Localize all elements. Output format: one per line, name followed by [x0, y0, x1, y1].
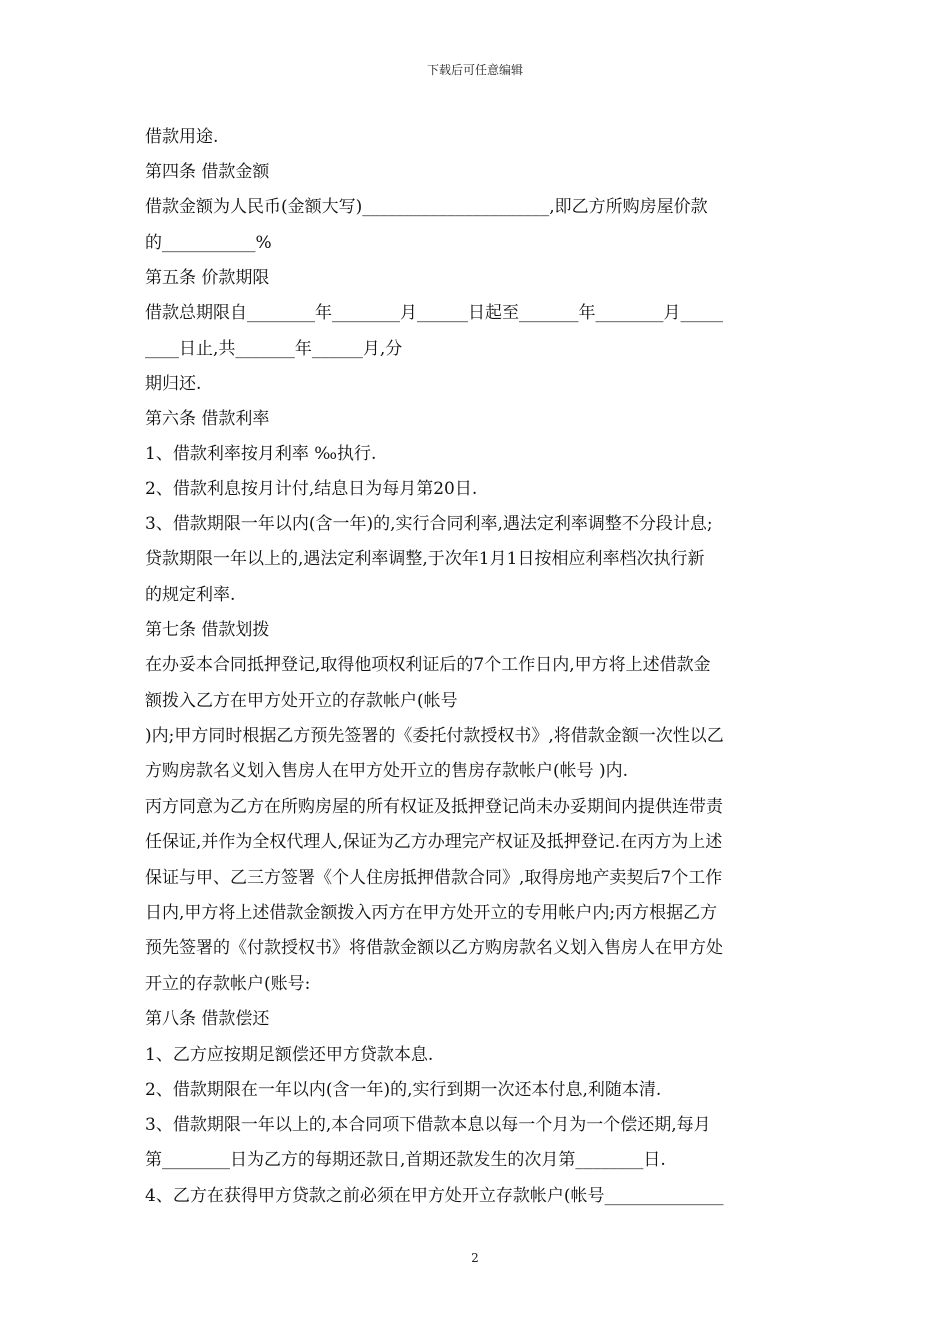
text-line: 第四条 借款金额 — [145, 162, 270, 182]
text-line: 借款总期限自________年________月______日起至_______年________月_____ — [145, 303, 723, 323]
text-line: 2、借款利息按月计付,结息日为每月第20日. — [145, 479, 478, 499]
text-line: 借款金额为人民币(金额大写)______________________,即乙方所购房屋价款 — [145, 197, 708, 217]
text-line: 1、乙方应按期足额偿还甲方贷款本息. — [145, 1045, 434, 1065]
text-line: 3、借款期限一年以内(含一年)的,实行合同利率,遇法定利率调整不分段计息; — [145, 514, 713, 534]
text-line: 保证与甲、乙三方签署《个人住房抵押借款合同》,取得房地产卖契后7个工作 — [145, 868, 723, 888]
text-line: 第________日为乙方的每期还款日,首期还款发生的次月第________日. — [145, 1150, 666, 1170]
text-line: 3、借款期限一年以上的,本合同项下借款本息以每一个月为一个偿还期,每月 — [145, 1115, 711, 1135]
text-line: 2、借款期限在一年以内(含一年)的,实行到期一次还本付息,利随本清. — [145, 1080, 662, 1100]
text-line: 第六条 借款利率 — [145, 409, 270, 429]
text-line: 额拨入乙方在甲方处开立的存款帐户(帐号 — [145, 691, 458, 711]
text-line: 期归还. — [145, 374, 202, 394]
text-line: ____日止,共_______年______月,分 — [145, 339, 403, 359]
text-line: 日内,甲方将上述借款金额拨入丙方在甲方处开立的专用帐户内;丙方根据乙方 — [145, 903, 718, 923]
text-line: 第五条 价款期限 — [145, 268, 270, 288]
text-line: )内;甲方同时根据乙方预先签署的《委托付款授权书》,将借款金额一次性以乙 — [145, 726, 724, 746]
text-line: 的___________% — [145, 233, 272, 253]
text-line: 预先签署的《付款授权书》将借款金额以乙方购房款名义划入售房人在甲方处 — [145, 938, 723, 958]
text-line: 借款用途. — [145, 127, 219, 147]
text-line: 第七条 借款划拨 — [145, 620, 270, 640]
text-line: 在办妥本合同抵押登记,取得他项权利证后的7个工作日内,甲方将上述借款金 — [145, 655, 711, 675]
text-line: 开立的存款帐户(账号: — [145, 974, 311, 994]
text-line: 1、借款利率按月利率 ‰执行. — [145, 444, 377, 464]
text-line: 的规定利率. — [145, 585, 236, 605]
page-number: 2 — [471, 1251, 479, 1265]
text-line: 4、乙方在获得甲方贷款之前必须在甲方处开立存款帐户(帐号______________ — [145, 1186, 724, 1206]
text-line: 第八条 借款偿还 — [145, 1009, 270, 1029]
text-line: 方购房款名义划入售房人在甲方处开立的售房存款帐户(帐号 )内. — [145, 761, 629, 781]
text-line: 丙方同意为乙方在所购房屋的所有权证及抵押登记尚未办妥期间内提供连带责 — [145, 797, 723, 817]
page-header: 下载后可任意编辑 — [426, 63, 523, 77]
text-line: 贷款期限一年以上的,遇法定利率调整,于次年1月1日按相应利率档次执行新 — [145, 549, 705, 569]
text-line: 任保证,并作为全权代理人,保证为乙方办理完产权证及抵押登记.在丙方为上述 — [145, 832, 723, 852]
